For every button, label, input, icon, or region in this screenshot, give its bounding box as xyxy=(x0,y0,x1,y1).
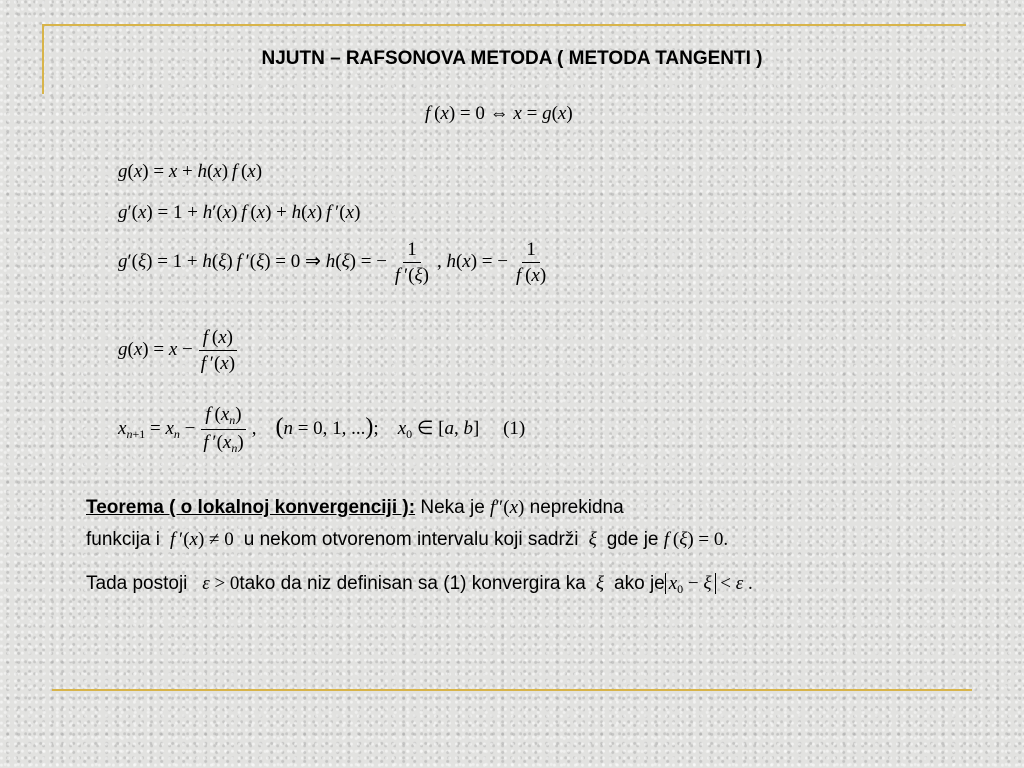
theorem-text-2c: gde je xyxy=(606,529,659,550)
theorem-text-1b: neprekidna xyxy=(529,497,624,518)
math-f-prime-nonzero: f ′(x) ≠ 0 xyxy=(169,529,239,550)
theorem-line-2 xyxy=(86,529,728,551)
math-epsilon-positive: ε > 0 xyxy=(202,573,240,594)
theorem-line-1 xyxy=(86,497,624,519)
equation-number: (1) xyxy=(503,417,526,439)
theorem-text-1a: Neka je xyxy=(420,497,485,518)
math-xi: ξ xyxy=(588,529,597,550)
theorem-line-3 xyxy=(86,573,753,597)
equation-newton-iteration: $x_{n+1} = x_n$ − $\frac{f (x_n)}{f '(x_n)}$ , (n = 0, 1, ...); $x_0$ ∈ [a, b] (1) xyxy=(118,404,526,455)
math-f-double-prime: f″(x) xyxy=(490,497,525,518)
theorem-text-3c: ako je xyxy=(614,573,665,594)
slide-title: NJUTN – RAFSONOVA METODA ( METODA TANGENTI ) xyxy=(261,48,763,69)
equation-fixed-point: f (x) = 0 ⇔ x = g(x) xyxy=(425,103,573,124)
decorative-frame-bottom xyxy=(52,689,972,691)
equation-h-condition: g′(ξ) = 1 + h(ξ) f ′(ξ) = 0 ⇒ h(ξ) = − $\frac{1}{f '(\xi)}$ , h(x) = − $\frac{1}{f (x)}$ xyxy=(118,239,547,286)
theorem-text-2b: u nekom otvorenom intervalu koji sadrži xyxy=(243,529,579,550)
equation-g-definition: g(x) = x + h(x) f (x) xyxy=(118,161,263,182)
math-xi-limit: ξ xyxy=(595,573,604,594)
theorem-heading: Teorema ( o lokalnoj konvergenciji ): xyxy=(86,497,416,518)
decorative-frame-top xyxy=(42,24,966,26)
math-f-xi-zero: f (ξ) = 0. xyxy=(663,529,729,550)
equation-g-derivative: g′(x) = 1 + h′(x) f (x) + h(x) f ′(x) xyxy=(118,202,361,223)
theorem-text-3b: tako da niz definisan sa (1) konvergira ka xyxy=(239,573,586,594)
theorem-text-3a: Tada postoji xyxy=(86,573,188,594)
math-abs-condition: $x_0 - \xi < \varepsilon$ . xyxy=(665,573,753,594)
equation-newton-function: g(x) = x − $\frac{f (x)}{f '(x)}$ xyxy=(118,327,236,374)
theorem-text-2a: funkcija i xyxy=(86,529,160,550)
